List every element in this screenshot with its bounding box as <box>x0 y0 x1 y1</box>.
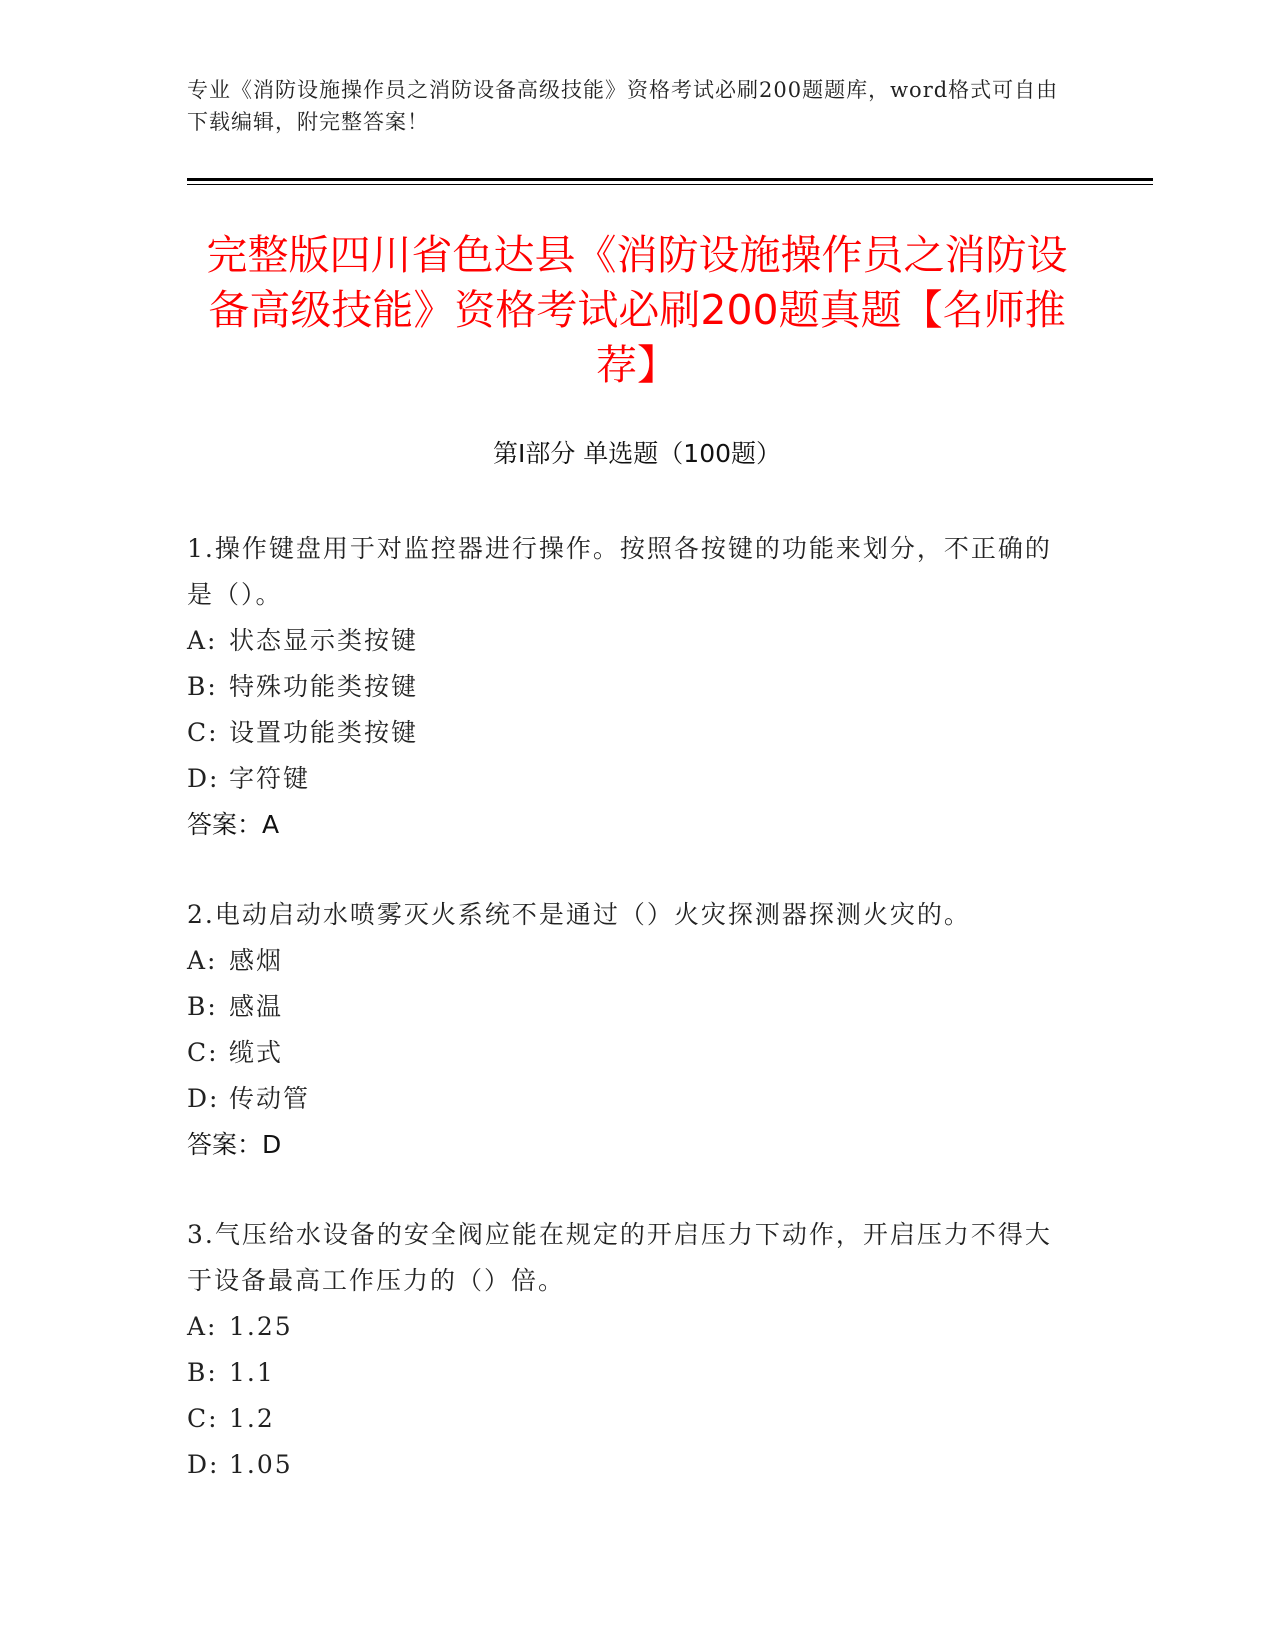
answer-option <box>187 1442 1067 1488</box>
option-text: 设置功能类按键 <box>229 718 419 747</box>
option-key: B: <box>187 992 218 1021</box>
option-text: 状态显示类按键 <box>229 626 419 655</box>
answer-option <box>187 710 1067 756</box>
answer-option <box>187 756 1067 802</box>
option-key: C: <box>187 718 219 747</box>
question-text: 3.气压给水设备的安全阀应能在规定的开启压力下动作，开启压力不得大于设备最高工作压力的（）倍。 <box>187 1220 1052 1295</box>
header-rule-thick <box>187 178 1153 181</box>
option-key: B: <box>187 672 218 701</box>
option-text: 缆式 <box>229 1038 284 1067</box>
option-key: D: <box>187 764 220 793</box>
option-text: 传动管 <box>229 1084 311 1113</box>
answer-key: 答案：D <box>187 1130 282 1159</box>
option-text: 1.2 <box>229 1404 275 1433</box>
option-text: 特殊功能类按键 <box>229 672 419 701</box>
option-key: D: <box>187 1084 220 1113</box>
option-key: C: <box>187 1038 219 1067</box>
answer-option <box>187 938 1067 984</box>
question-block <box>187 892 1067 1168</box>
option-text: 1.25 <box>229 1312 293 1341</box>
answer-option <box>187 664 1067 710</box>
question-list <box>187 526 1067 1532</box>
option-text: 1.1 <box>229 1358 275 1387</box>
answer-option <box>187 1350 1067 1396</box>
header-note: 专业《消防设施操作员之消防设备高级技能》资格考试必刷200题题库，word格式可自由下载编辑，附完整答案！ <box>187 78 1059 134</box>
answer-option <box>187 1030 1067 1076</box>
question-text: 2.电动启动水喷雾灭火系统不是通过（）火灾探测器探测火灾的。 <box>187 900 971 929</box>
option-text: 感温 <box>229 992 284 1021</box>
answer-key: 答案：A <box>187 810 280 839</box>
option-text: 感烟 <box>229 946 284 975</box>
question-block <box>187 1212 1067 1488</box>
section-title: 第Ⅰ部分 单选题（100题） <box>492 439 782 468</box>
option-text: 1.05 <box>229 1450 293 1479</box>
option-key: A: <box>187 626 218 655</box>
option-key: A: <box>187 946 218 975</box>
option-key: D: <box>187 1450 220 1479</box>
question-text: 1.操作键盘用于对监控器进行操作。按照各按键的功能来划分，不正确的是（）。 <box>187 534 1052 609</box>
option-key: A: <box>187 1312 218 1341</box>
header-rule-thin <box>187 184 1153 185</box>
answer-option <box>187 618 1067 664</box>
answer-option <box>187 1396 1067 1442</box>
option-key: C: <box>187 1404 219 1433</box>
document-title: 完整版四川省色达县《消防设施操作员之消防设备高级技能》资格考试必刷200题真题【名师推荐】 <box>206 231 1068 389</box>
question-block <box>187 526 1067 848</box>
answer-option <box>187 984 1067 1030</box>
answer-option <box>187 1076 1067 1122</box>
option-key: B: <box>187 1358 218 1387</box>
option-text: 字符键 <box>229 764 311 793</box>
answer-option <box>187 1304 1067 1350</box>
